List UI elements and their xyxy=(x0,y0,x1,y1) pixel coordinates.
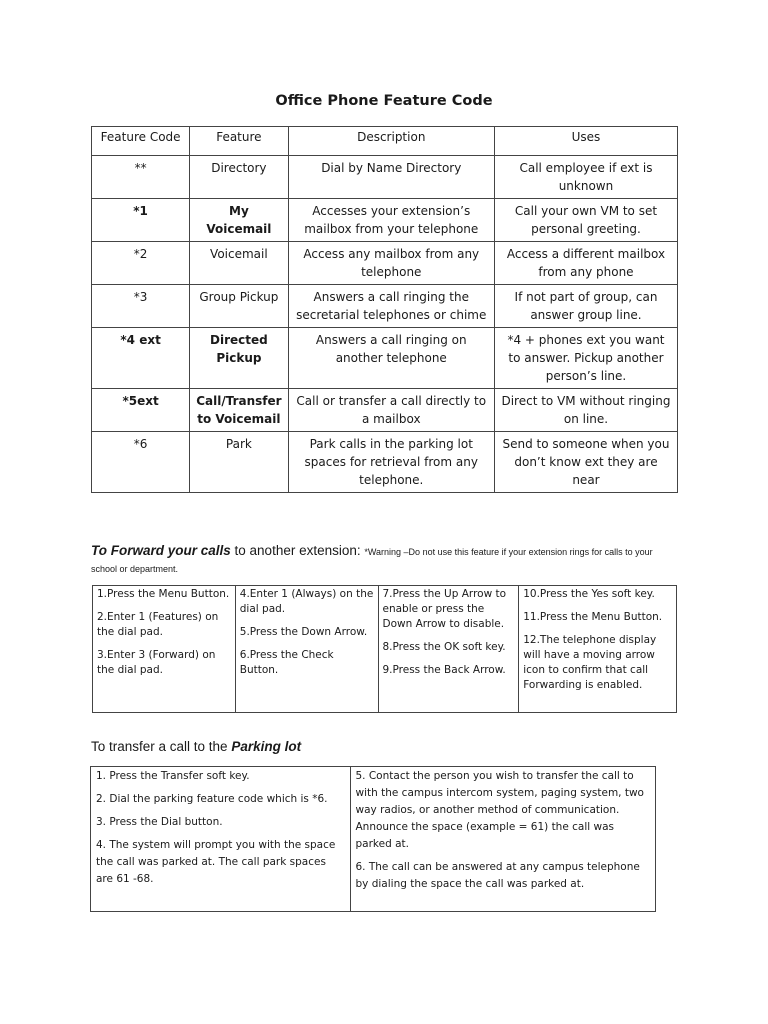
header-feature-code: Feature Code xyxy=(92,127,190,156)
cell-code: *6 xyxy=(92,432,190,493)
steps-column xyxy=(378,586,519,713)
cell-description: Answers a call ringing on another telephone xyxy=(288,328,494,389)
cell-code: *1 xyxy=(92,199,190,242)
step-item: 4.Enter 1 (Always) on the dial pad. xyxy=(239,588,374,615)
cell-description: Access any mailbox from any telephone xyxy=(288,242,494,285)
parking-heading xyxy=(91,739,301,754)
table-row xyxy=(92,199,678,242)
cell-description: Dial by Name Directory xyxy=(288,156,494,199)
cell-description: Call or transfer a call directly to a mailbox xyxy=(288,389,494,432)
steps-column xyxy=(350,767,656,912)
forward-heading xyxy=(91,543,681,577)
cell-code: *3 xyxy=(92,285,190,328)
forward-warning: *Warning –Do not use this feature if your extension rings for calls to your school or department. xyxy=(91,547,653,574)
parking-heading-bold: Parking lot xyxy=(231,739,302,754)
cell-code: *2 xyxy=(92,242,190,285)
feature-code-table xyxy=(91,126,678,493)
step-item: 7.Press the Up Arrow to enable or press the Down Arrow to disable. xyxy=(382,588,507,630)
step-item: 1.Press the Menu Button. xyxy=(97,588,230,600)
cell-feature: Voicemail xyxy=(190,242,288,285)
table-row xyxy=(92,285,678,328)
cell-code: *4 ext xyxy=(92,328,190,389)
parking-steps-table xyxy=(90,766,656,912)
forward-steps-row xyxy=(93,586,677,713)
steps-column xyxy=(519,586,677,713)
step-item: 9.Press the Back Arrow. xyxy=(382,664,506,676)
step-item: 6.Press the Check Button. xyxy=(239,649,334,676)
cell-uses: Access a different mailbox from any phone xyxy=(494,242,677,285)
cell-feature: Call/Transfer to Voicemail xyxy=(190,389,288,432)
step-item: 3. Press the Dial button. xyxy=(96,816,223,828)
step-item: 6. The call can be answered at any campus telephone by dialing the space the call was parked at. xyxy=(355,861,640,890)
cell-feature: Directed Pickup xyxy=(190,328,288,389)
cell-code: *5ext xyxy=(92,389,190,432)
cell-uses: *4 + phones ext you want to answer. Pickup another person’s line. xyxy=(494,328,677,389)
step-item: 11.Press the Menu Button. xyxy=(523,611,663,623)
step-item: 2.Enter 1 (Features) on the dial pad. xyxy=(97,611,219,638)
table-row xyxy=(92,328,678,389)
cell-feature: My Voicemail xyxy=(190,199,288,242)
cell-uses: Direct to VM without ringing on line. xyxy=(494,389,677,432)
step-item: 1. Press the Transfer soft key. xyxy=(96,770,250,782)
table-header-row xyxy=(92,127,678,156)
step-item: 8.Press the OK soft key. xyxy=(382,641,506,653)
cell-description: Answers a call ringing the secretarial telephones or chime xyxy=(288,285,494,328)
steps-column xyxy=(235,586,378,713)
step-item: 5.Press the Down Arrow. xyxy=(239,626,368,638)
forward-heading-bold: To Forward your calls xyxy=(91,543,231,558)
step-item: 3.Enter 3 (Forward) on the dial pad. xyxy=(97,649,216,676)
header-feature: Feature xyxy=(190,127,288,156)
steps-column xyxy=(93,586,236,713)
page-title: Office Phone Feature Code xyxy=(275,93,493,109)
step-item: 4. The system will prompt you with the space the call was parked at. The call park spaces are 61 -68. xyxy=(96,839,336,885)
cell-description: Park calls in the parking lot spaces for retrieval from any telephone. xyxy=(288,432,494,493)
cell-uses: Call employee if ext is unknown xyxy=(494,156,677,199)
parking-steps-row xyxy=(91,767,656,912)
cell-uses: Call your own VM to set personal greeting. xyxy=(494,199,677,242)
forward-steps-table xyxy=(92,585,677,713)
table-row xyxy=(92,242,678,285)
cell-feature: Directory xyxy=(190,156,288,199)
table-row xyxy=(92,432,678,493)
header-uses: Uses xyxy=(494,127,677,156)
cell-feature: Park xyxy=(190,432,288,493)
cell-feature: Group Pickup xyxy=(190,285,288,328)
header-description: Description xyxy=(288,127,494,156)
steps-column xyxy=(91,767,351,912)
step-item: 10.Press the Yes soft key. xyxy=(523,588,655,600)
cell-code: ** xyxy=(92,156,190,199)
step-item: 2. Dial the parking feature code which is *6. xyxy=(96,793,328,805)
parking-heading-plain: To transfer a call to the xyxy=(91,739,232,754)
step-item: 12.The telephone display will have a moving arrow icon to confirm that call Forwarding is enabled. xyxy=(523,634,657,691)
step-item: 5. Contact the person you wish to transfer the call to with the campus intercom system, paging system, two way radios, or another method of communication. Announce the space (example = 61) the call was parked at. xyxy=(355,770,644,850)
forward-heading-rest: to another extension: xyxy=(230,543,365,558)
table-row xyxy=(92,389,678,432)
table-row xyxy=(92,156,678,199)
cell-uses: Send to someone when you don’t know ext they are near xyxy=(494,432,677,493)
cell-uses: If not part of group, can answer group line. xyxy=(494,285,677,328)
cell-description: Accesses your extension’s mailbox from your telephone xyxy=(288,199,494,242)
